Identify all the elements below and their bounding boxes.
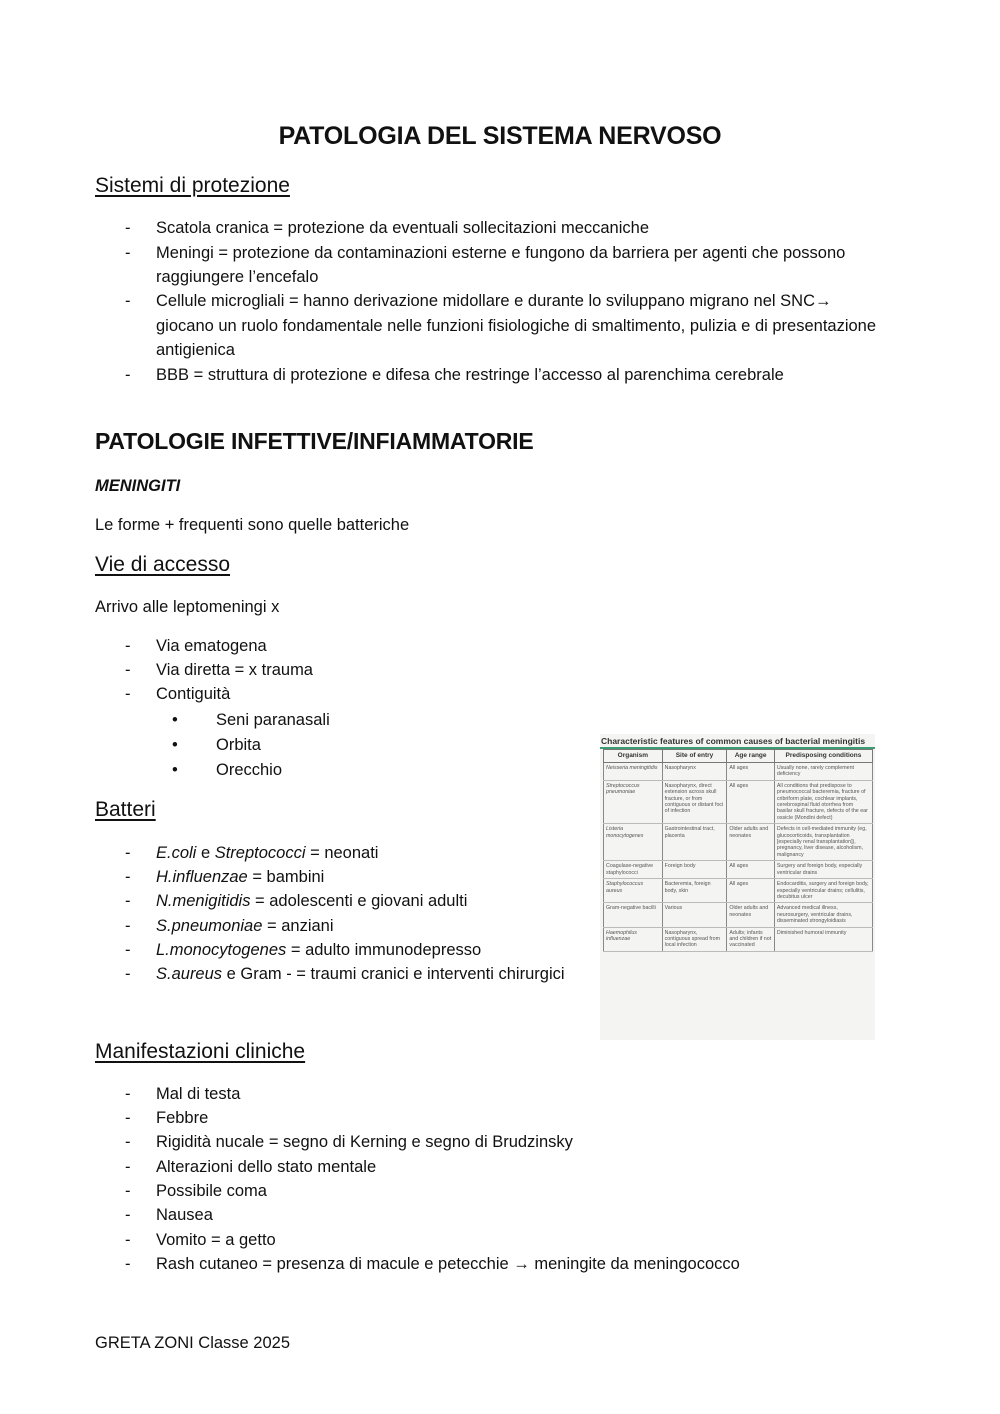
list-item: [0, 962, 600, 986]
table-row: [604, 927, 873, 951]
table-cell: Diminished humoral immunity: [774, 927, 872, 951]
table-cell: Endocarditis, surgery and foreign body, especially ventricular drains; cellulitis, decubitus ulcer: [774, 879, 872, 903]
table-cell: All conditions that predispose to pneumococcal bacteremia, fracture of cribriform plate, cochlear implants, cerebrospinal fluid otorrhea from basilar skull fracture, defects of the ear ossicle (Mondini defect): [774, 780, 872, 823]
sub-list-item-text: Seni paranasali: [216, 711, 330, 729]
subheading-meningiti: MENINGITI: [95, 477, 181, 495]
section-heading-clinical: Manifestazioni cliniche: [95, 1040, 306, 1063]
list-item: [0, 658, 600, 682]
list-item-text: Contiguità: [156, 685, 231, 703]
sub-list-item-text: Orecchio: [216, 761, 283, 779]
table-cell: Gram-negative bacilli: [604, 903, 663, 927]
dash-bullet: -: [125, 1255, 131, 1273]
list-item-text: Meningi = protezione da contaminazioni esterne e fungono da barriera per agenti che possono: [156, 244, 846, 262]
list-item-text: giocano un ruolo fondamentale nelle funzioni fisiologiche di smaltimento, pulizia e di presentazione: [156, 317, 877, 335]
list-item-text: raggiungere l’encefalo: [156, 268, 319, 286]
table-row: [604, 763, 873, 781]
list-item-text: Rash cutaneo = presenza di macule e petecchie → meningite da meningococco: [156, 1255, 740, 1273]
sub-list-item: [0, 708, 600, 732]
dash-bullet: -: [125, 941, 131, 959]
bullet-dot: •: [172, 736, 178, 754]
list-item-text: Febbre: [156, 1109, 209, 1127]
dash-bullet: -: [125, 1109, 131, 1127]
table-cell: Older adults and neonates: [727, 824, 775, 861]
list-item-text: BBB = struttura di protezione e difesa che restringe l’accesso al parenchima cerebrale: [156, 366, 784, 384]
dash-bullet: -: [125, 1182, 131, 1200]
table-cell: Streptococcus pneumoniae: [604, 780, 663, 823]
dash-bullet: -: [125, 219, 131, 237]
list-item-text: Alterazioni dello stato mentale: [156, 1158, 377, 1176]
dash-bullet: -: [125, 965, 131, 983]
section-heading-access: Vie di accesso: [95, 553, 231, 576]
table-cell: Staphylococcus aureus: [604, 879, 663, 903]
list-item-text: H.influenzae = bambini: [156, 868, 325, 886]
list-item: [0, 841, 600, 865]
list-item-text: S.aureus e Gram - = traumi cranici e interventi chirurgici: [156, 965, 565, 983]
arrow-icon: →: [513, 1255, 530, 1273]
sub-list-item: [0, 733, 600, 757]
sub-list-item-text: Orbita: [216, 736, 261, 754]
table-row: [604, 861, 873, 879]
bullet-dot: •: [172, 711, 178, 729]
list-item: [0, 938, 600, 962]
dash-bullet: -: [125, 1206, 131, 1224]
table-cell: Nasopharynx: [662, 763, 727, 781]
table-cell: Usually none, rarely complement deficiency: [774, 763, 872, 781]
list-item: [0, 216, 1000, 240]
table-cell: Nasopharynx, contiguous spread from local infection: [662, 927, 727, 951]
list-item: [0, 1228, 1000, 1252]
section-heading-protection: Sistemi di protezione: [95, 174, 290, 197]
list-item: [0, 889, 600, 913]
dash-bullet: -: [125, 868, 131, 886]
dash-bullet: -: [125, 1231, 131, 1249]
bacterial-meningitis-table-image: [600, 734, 875, 1040]
list-item-text: Scatola cranica = protezione da eventuali sollecitazioni meccaniche: [156, 219, 649, 237]
page-title: PATOLOGIA DEL SISTEMA NERVOSO: [278, 122, 722, 150]
list-item-text: antigienica: [156, 341, 235, 359]
page-footer: GRETA ZONI Classe 2025: [95, 1334, 291, 1352]
dash-bullet: -: [125, 1158, 131, 1176]
list-item-text: L.monocytogenes = adulto immunodepresso: [156, 941, 482, 959]
table-cell: All ages: [727, 780, 775, 823]
table-cell: Various: [662, 903, 727, 927]
table-row: [604, 824, 873, 861]
list-item-text: Via ematogena: [156, 637, 267, 655]
list-item-continuation: [0, 314, 1000, 338]
list-item-text: Via diretta = x trauma: [156, 661, 313, 679]
list-item: [0, 634, 600, 658]
table-cell: Defects in cell-mediated immunity (eg, glucocorticoids, transplantation [especially renal transplantation]), pregnancy, liver disease, alcoholism, malignancy: [774, 824, 872, 861]
table-cell: All ages: [727, 861, 775, 879]
paragraph-access-intro: Arrivo alle leptomeningi x: [95, 598, 280, 616]
dash-bullet: -: [125, 844, 131, 862]
list-item-text: Rigidità nucale = segno di Kerning e segno di Brudzinsky: [156, 1133, 573, 1151]
list-item: [0, 241, 1000, 265]
list-item: [0, 1179, 1000, 1203]
list-item-text: E.coli e Streptococci = neonati: [156, 844, 379, 862]
list-item: [0, 289, 1000, 313]
table-caption: Characteristic features of common causes of bacterial meningitis: [601, 736, 866, 746]
table-header-cell: Age range: [727, 750, 775, 763]
list-item: [0, 865, 600, 889]
dash-bullet: -: [125, 685, 131, 703]
table-cell: Bacteremia, foreign body, skin: [662, 879, 727, 903]
dash-bullet: -: [125, 661, 131, 679]
dash-bullet: -: [125, 917, 131, 935]
list-item-continuation: [0, 265, 1000, 289]
list-item-text: Cellule microgliali = hanno derivazione midollare e durante lo sviluppano migrano nel SNC→: [156, 292, 832, 310]
paragraph-intro: Le forme + frequenti sono quelle batteriche: [95, 516, 410, 534]
list-item-text: Mal di testa: [156, 1085, 241, 1103]
table-header-row: [604, 750, 873, 763]
table: [603, 749, 873, 952]
list-item-text: N.menigitidis = adolescenti e giovani adulti: [156, 892, 468, 910]
table-cell: Haemophilus influenzae: [604, 927, 663, 951]
list-item: [0, 1082, 1000, 1106]
dash-bullet: -: [125, 292, 131, 310]
list-item: [0, 1155, 1000, 1179]
list-item: [0, 1203, 1000, 1227]
table-cell: All ages: [727, 763, 775, 781]
table-row: [604, 780, 873, 823]
table-cell: Advanced medical illness, neurosurgery, ventricular drains, disseminated strongyloidiasis: [774, 903, 872, 927]
list-item-text: Nausea: [156, 1206, 213, 1224]
table-header-cell: Organism: [604, 750, 663, 763]
table-cell: Gastrointestinal tract, placenta: [662, 824, 727, 861]
dash-bullet: -: [125, 1133, 131, 1151]
section-heading-infective: PATOLOGIE INFETTIVE/INFIAMMATORIE: [95, 428, 534, 454]
sub-list-item: [0, 758, 600, 782]
section-heading-bacteria: Batteri: [95, 798, 156, 821]
table-cell: Older adults and neonates: [727, 903, 775, 927]
table-cell: Listeria monocytogenes: [604, 824, 663, 861]
dash-bullet: -: [125, 892, 131, 910]
table-cell: Neisseria meningitidis: [604, 763, 663, 781]
dash-bullet: -: [125, 366, 131, 384]
table-cell: Nasopharynx, direct extension across skull fracture, or from contiguous or distant foci of infection: [662, 780, 727, 823]
dash-bullet: -: [125, 637, 131, 655]
dash-bullet: -: [125, 1085, 131, 1103]
table-header-cell: Predisposing conditions: [774, 750, 872, 763]
table-cell: Surgery and foreign body, especially ventricular drains: [774, 861, 872, 879]
list-item: [0, 363, 1000, 387]
table-cell: Coagulase-negative staphylococci: [604, 861, 663, 879]
list-item: [0, 1252, 1000, 1276]
list-item-text: Vomito = a getto: [156, 1231, 276, 1249]
table-row: [604, 903, 873, 927]
list-item-text: S.pneumoniae = anziani: [156, 917, 334, 935]
list-item-continuation: [0, 338, 1000, 362]
list-item: [0, 1130, 1000, 1154]
list-item: [0, 914, 600, 938]
bullet-dot: •: [172, 761, 178, 779]
arrow-icon: →: [815, 292, 832, 310]
dash-bullet: -: [125, 244, 131, 262]
list-item: [0, 1106, 1000, 1130]
list-item-text: Possibile coma: [156, 1182, 267, 1200]
table-cell: All ages: [727, 879, 775, 903]
table-cell: Foreign body: [662, 861, 727, 879]
table-cell: Adults; infants and children if not vaccinated: [727, 927, 775, 951]
list-item: [0, 682, 600, 706]
table-header-cell: Site of entry: [662, 750, 727, 763]
table-row: [604, 879, 873, 903]
